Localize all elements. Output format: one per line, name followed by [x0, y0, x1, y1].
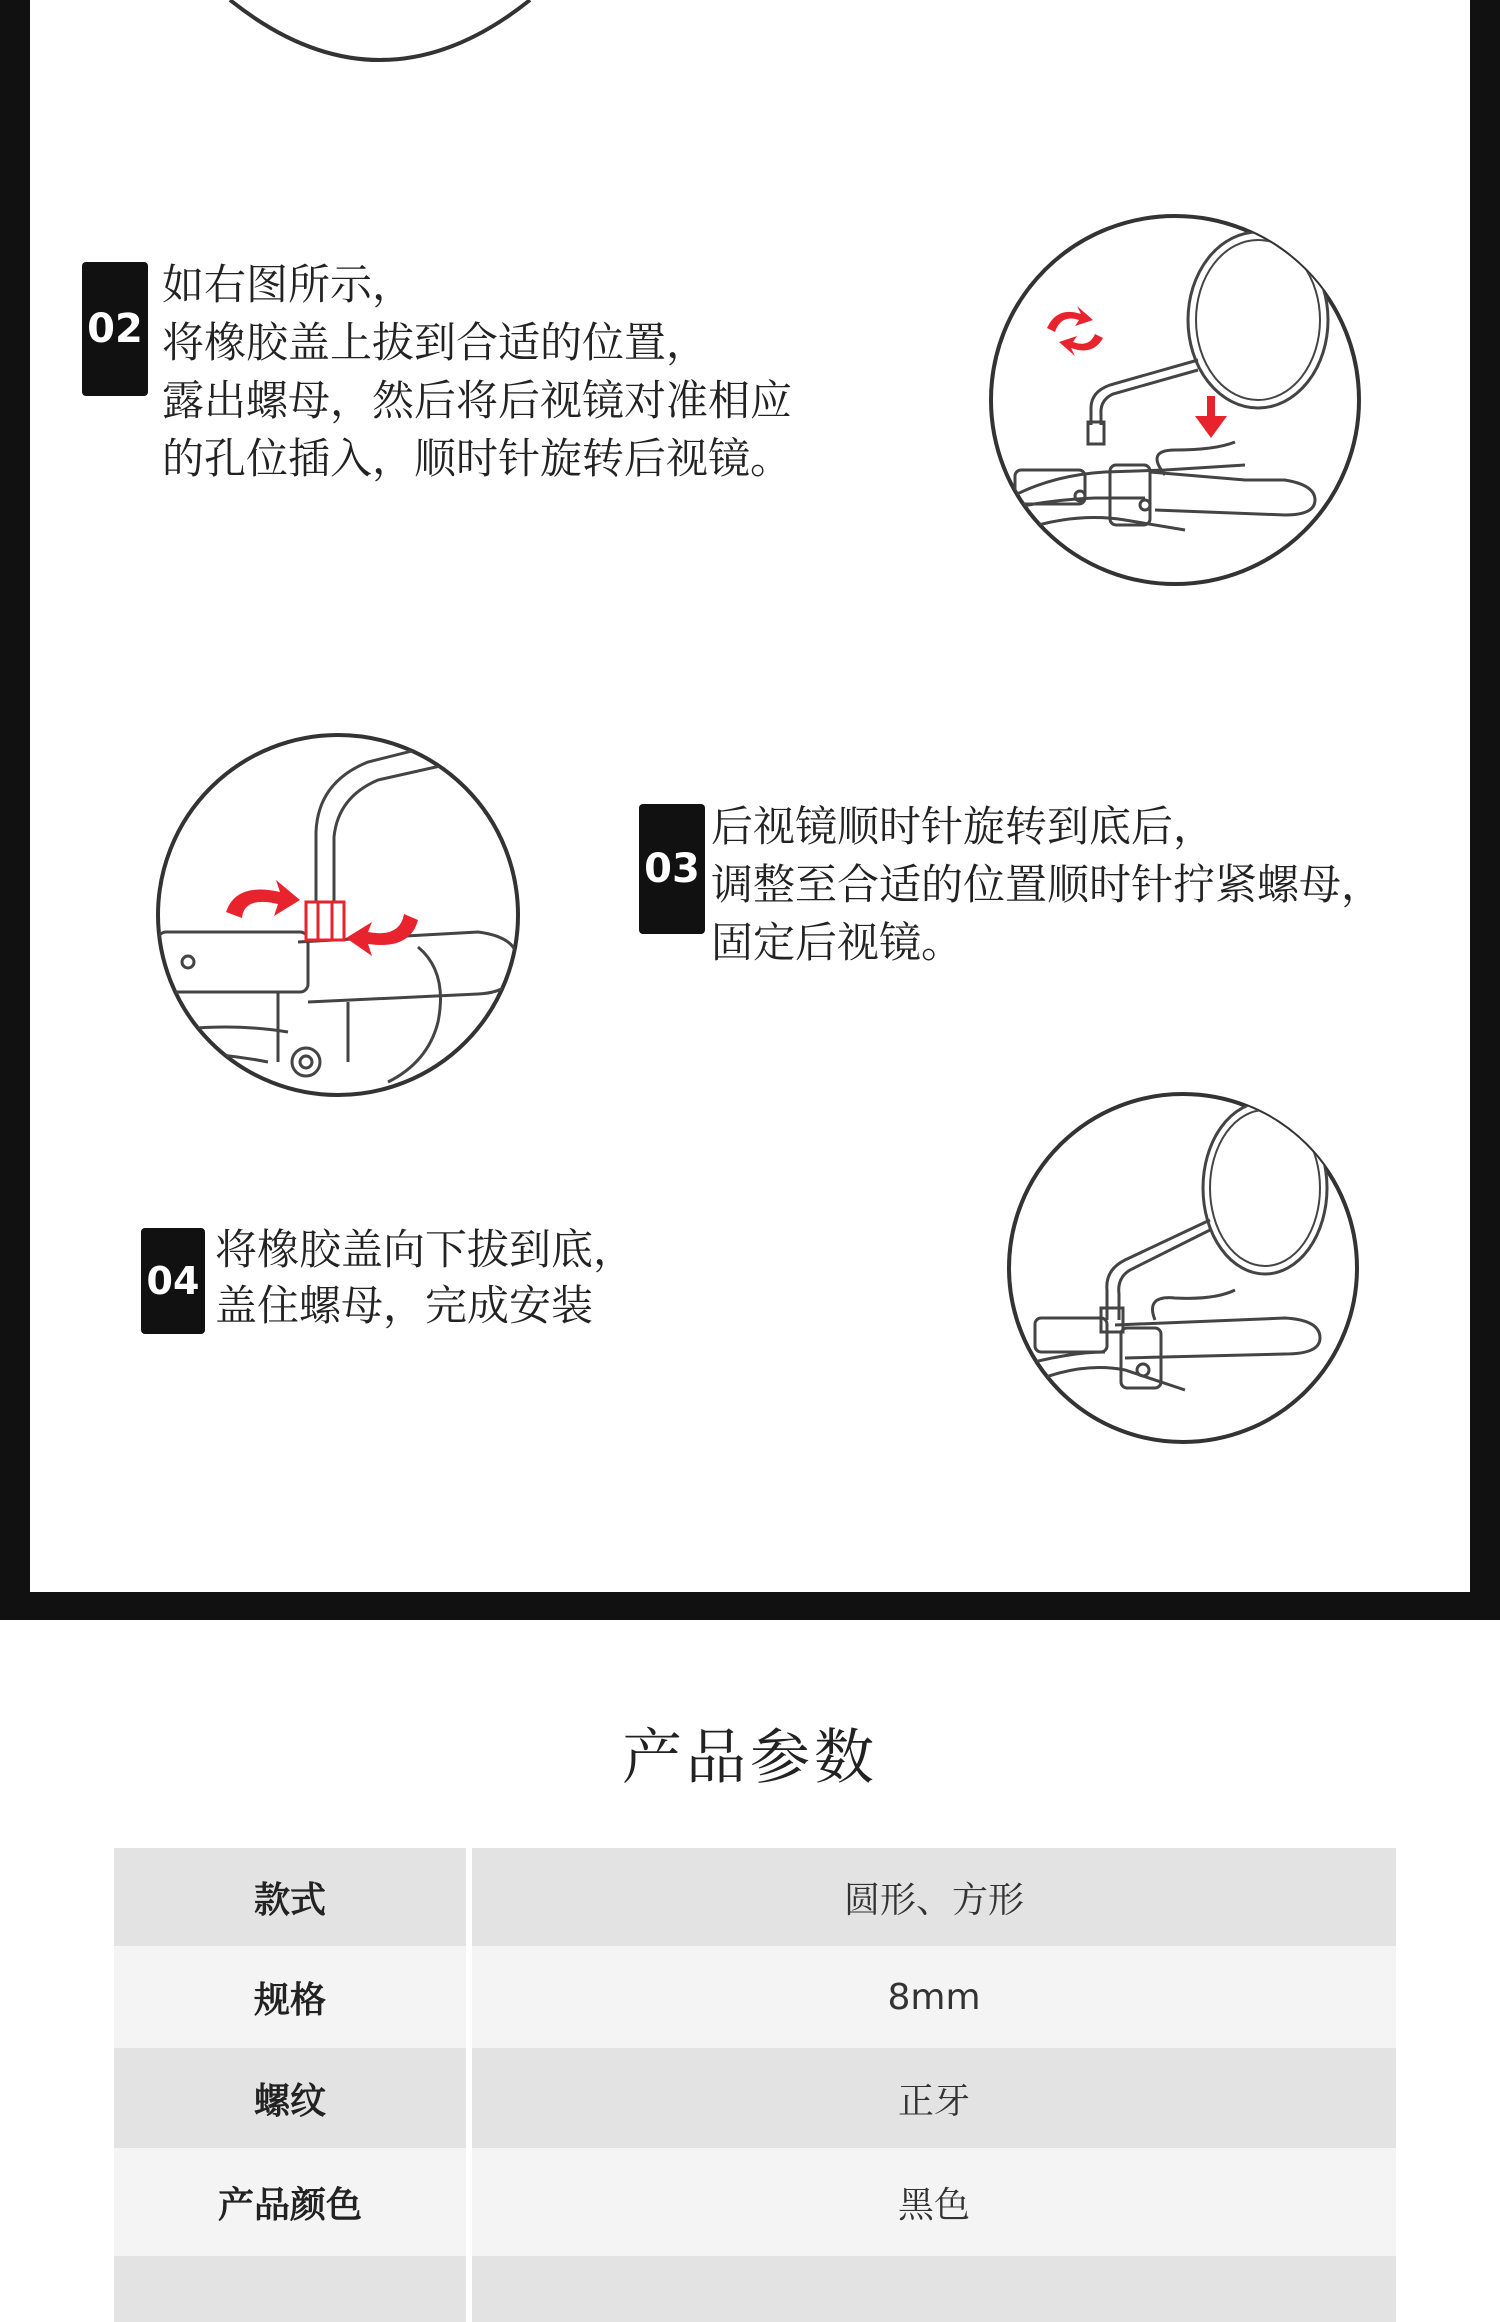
step-03 [639, 804, 1383, 972]
nut [306, 902, 344, 940]
illustration-step-01-partial [210, 0, 550, 70]
step-line: 将橡胶盖上拔到合适的位置， [162, 318, 709, 367]
step-02 [82, 262, 792, 488]
param-value [469, 2256, 1396, 2322]
params-title: 产品参数 [622, 1723, 878, 1793]
param-value: 正牙 [469, 2048, 1396, 2148]
param-value: 圆形、方形 [469, 1848, 1396, 1946]
table-row [114, 2256, 1396, 2322]
step-line: 后视镜顺时针旋转到底后， [711, 802, 1216, 851]
step-03-text [711, 798, 1383, 972]
illustration-step-03 [148, 732, 528, 1102]
table-row [114, 2048, 1396, 2148]
step-line: 调整至合适的位置顺时针拧紧螺母， [711, 860, 1384, 909]
step-04-text [215, 1222, 635, 1334]
step-line: 将橡胶盖向下拔到底， [215, 1225, 636, 1274]
step-04 [141, 1225, 636, 1334]
step-line: 固定后视镜。 [711, 918, 964, 967]
step-badge: 03 [639, 804, 705, 934]
step-badge: 04 [141, 1228, 205, 1334]
illustration-step-04 [1005, 1090, 1365, 1446]
table-row [114, 1946, 1396, 2048]
step-line: 的孔位插入，顺时针旋转后视镜。 [162, 434, 793, 483]
installation-steps-area [30, 0, 1470, 1592]
param-key: 规格 [114, 1946, 469, 2048]
step-badge: 02 [82, 262, 148, 396]
param-key: 款式 [114, 1848, 469, 1946]
param-key [114, 2256, 469, 2322]
step-02-text [162, 256, 792, 488]
param-key: 螺纹 [114, 2048, 469, 2148]
table-row [114, 1848, 1396, 1946]
param-value: 黑色 [469, 2148, 1396, 2256]
params-table [114, 1848, 1396, 2322]
param-key: 产品颜色 [114, 2148, 469, 2256]
step-line: 如右图所示， [162, 260, 415, 309]
step-line: 露出螺母，然后将后视镜对准相应 [162, 376, 793, 425]
param-value: 8mm [469, 1946, 1396, 2048]
table-row [114, 2148, 1396, 2256]
illustration-step-02 [985, 210, 1365, 590]
step-line: 盖住螺母，完成安装 [215, 1281, 594, 1330]
